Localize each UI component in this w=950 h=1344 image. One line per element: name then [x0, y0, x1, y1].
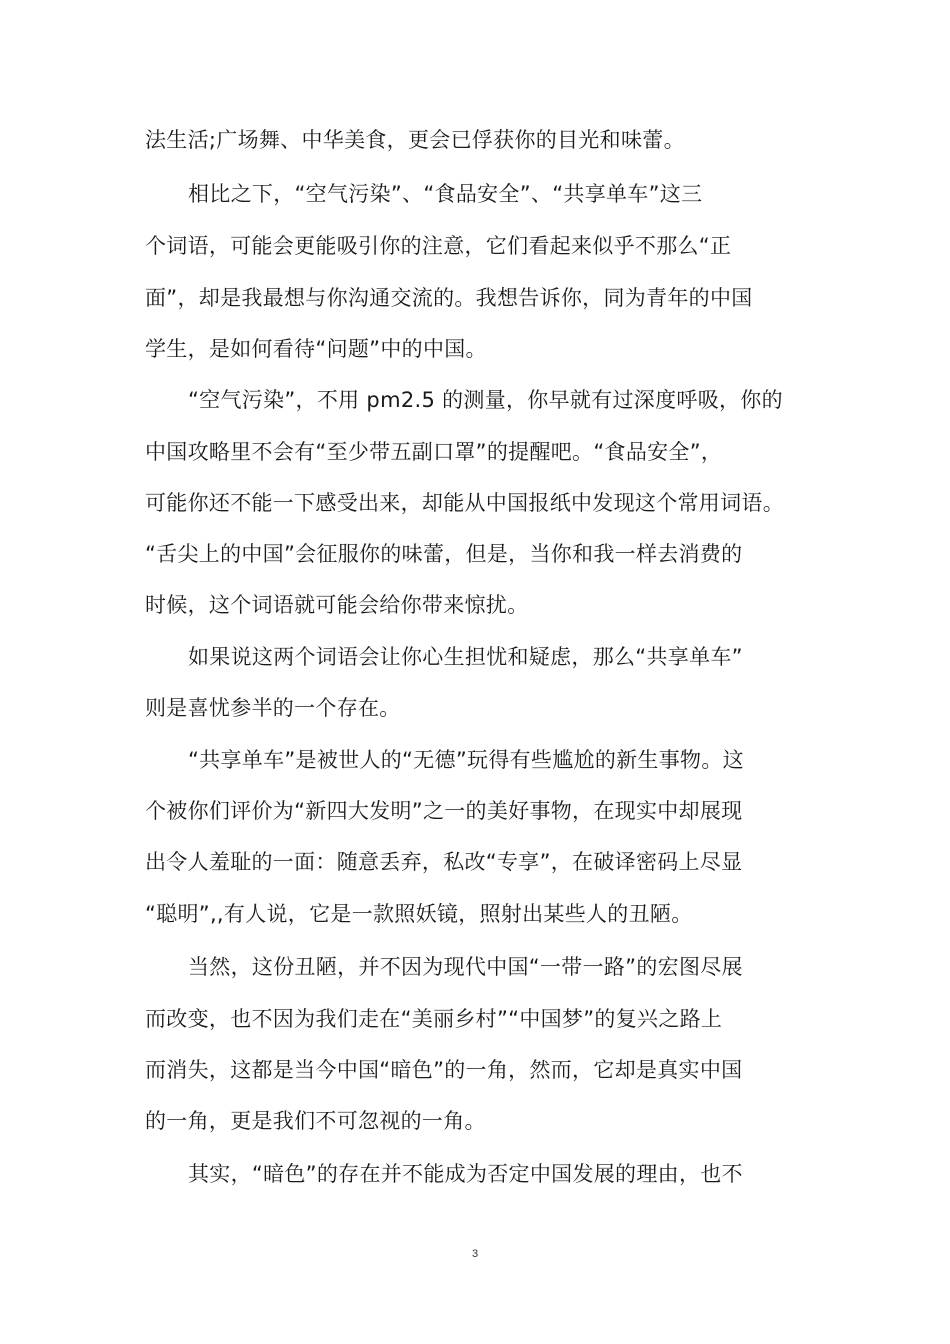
- text-line: “聪明”,,有人说，它是一款照妖镜，照射出某些人的丑陋。: [145, 902, 693, 926]
- text-line: 相比之下，“空气污染”、“食品安全”、“共享单车”这三: [188, 182, 703, 206]
- text-line: 而消失，这都是当今中国“暗色”的一角，然而，它却是真实中国: [145, 1058, 743, 1082]
- text-line: 个词语，可能会更能吸引你的注意，它们看起来似乎不那么“正: [145, 234, 732, 258]
- text-line: 的一角，更是我们不可忽视的一角。: [145, 1109, 486, 1133]
- text-line: 其实，“暗色”的存在并不能成为否定中国发展的理由，也不: [188, 1162, 743, 1186]
- text-line: 学生，是如何看待“问题”中的中国。: [145, 337, 487, 361]
- text-line: 中国攻略里不会有“至少带五副口罩”的提醒吧。“食品安全”，: [145, 440, 723, 464]
- text-line: 个被你们评价为“新四大发明”之一的美好事物，在现实中却展现: [145, 799, 743, 823]
- page-number: 3: [471, 1248, 479, 1260]
- text-line: 而改变，也不因为我们走在“美丽乡村”“中国梦”的复兴之路上: [145, 1007, 723, 1031]
- text-line: 面”，却是我最想与你沟通交流的。我想告诉你，同为青年的中国: [145, 286, 753, 310]
- text-line: 如果说这两个词语会让你心生担忧和疑虑，那么“共享单车”: [188, 645, 743, 669]
- text-line: 则是喜忧参半的一个存在。: [145, 696, 401, 720]
- text-line: 当然，这份丑陋，并不因为现代中国“一带一路”的宏图尽展: [188, 955, 743, 979]
- text-line: 可能你还不能一下感受出来，却能从中国报纸中发现这个常用词语。: [145, 491, 784, 515]
- text-line: “空气污染”，不用 pm2.5 的测量，你早就有过深度呼吸，你的: [188, 388, 783, 412]
- text-line: “舌尖上的中国”会征服你的味蕾，但是，当你和我一样去消费的: [145, 542, 743, 566]
- text-line: 时候，这个词语就可能会给你带来惊扰。: [145, 593, 529, 617]
- text-line: “共享单车”是被世人的“无德”玩得有些尴尬的新生事物。这: [188, 748, 744, 772]
- text-line: 法生活;广场舞、中华美食，更会已俘获你的目光和味蕾。: [145, 128, 685, 152]
- text-line: 出令人羞耻的一面：随意丢弃，私改“专享”，在破译密码上尽显: [145, 850, 743, 874]
